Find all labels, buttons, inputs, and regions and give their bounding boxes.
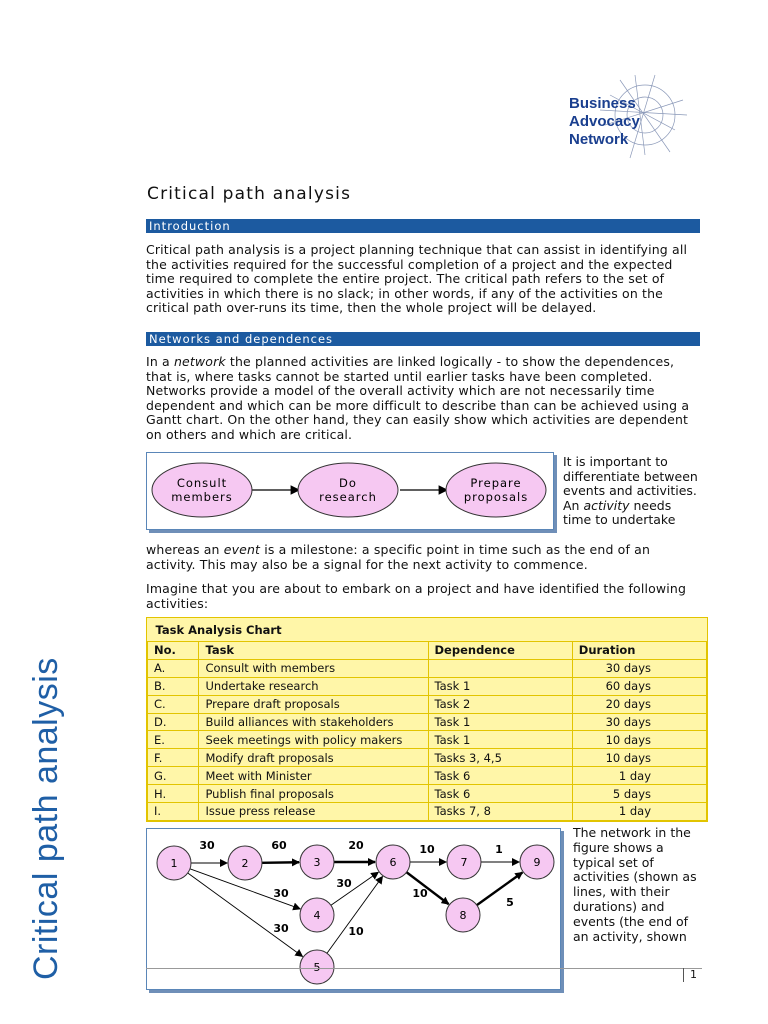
logo-line-2: Advocacy — [569, 113, 640, 130]
network-edge-label: 30 — [273, 887, 289, 900]
logo — [565, 70, 695, 160]
flow-side-text-1: It is important to differentiate between events and activities. An — [563, 454, 698, 513]
cell-dependence: Task 1 — [428, 731, 572, 749]
cell-dependence: Task 1 — [428, 677, 572, 695]
table-caption: Task Analysis Chart — [155, 623, 282, 637]
cell-dependence: Task 2 — [428, 695, 572, 713]
cell-duration: 1 day — [572, 767, 706, 785]
network-edge-8-9 — [477, 872, 523, 905]
side-title-text: Critical path analysis — [27, 657, 65, 980]
flow-diagram-svg — [147, 453, 553, 529]
table-row — [148, 749, 707, 767]
cell-task: Modify draft proposals — [199, 749, 428, 767]
cell-task: Undertake research — [199, 677, 428, 695]
event-paragraph — [146, 543, 702, 572]
table-row — [148, 785, 707, 803]
network-edge-label: 5 — [506, 896, 514, 909]
flow-node-1-line1: Consult — [176, 476, 228, 490]
header-no: No. — [148, 642, 199, 660]
cell-no: F. — [148, 749, 199, 767]
network-edge-1-5 — [188, 873, 303, 956]
page-number: 1 — [683, 968, 697, 982]
header-dependence: Dependence — [428, 642, 572, 660]
networks-text-pre: In a — [146, 354, 174, 369]
network-node-label: 9 — [533, 856, 541, 869]
table-row — [148, 695, 707, 713]
header-task: Task — [199, 642, 428, 660]
cell-duration: 30 days — [572, 659, 706, 677]
network-node-label: 5 — [313, 961, 321, 974]
cell-dependence: Task 6 — [428, 785, 572, 803]
network-diagram — [146, 828, 561, 990]
network-edge-label: 30 — [336, 877, 352, 890]
cell-no: I. — [148, 803, 199, 821]
cell-no: G. — [148, 767, 199, 785]
network-node-label: 6 — [389, 856, 397, 869]
network-edge-label: 20 — [348, 839, 364, 852]
table-row — [148, 677, 707, 695]
networks-text-post: the planned activities are linked logically - to show the dependences, that is, where tasks cannot be started until earlier tasks have been completed. Networks provide a model of the overall activity which are not necessarily time dependent and which can be more difficult to describe than can be achieved using a Gantt chart. On the other hand, they can easily show which activities are dependent on others and which are critical. — [146, 354, 690, 442]
imagine-paragraph: Imagine that you are about to embark on a project and have identified the following activities: — [146, 581, 687, 611]
network-node-label: 7 — [460, 856, 468, 869]
side-title — [22, 657, 82, 980]
network-node-label: 8 — [459, 909, 467, 922]
flow-side-text — [563, 455, 703, 528]
cell-no: B. — [148, 677, 199, 695]
network-edge-label: 1 — [495, 843, 503, 856]
cell-task: Meet with Minister — [199, 767, 428, 785]
network-side-text: The network in the figure shows a typical set of activities (shown as lines, with their durations) and events (the end of an activity, shown — [573, 825, 697, 944]
network-node-label: 4 — [313, 909, 321, 922]
table-row — [148, 713, 707, 731]
network-node-label: 2 — [241, 857, 249, 870]
network-edge-label: 30 — [199, 839, 215, 852]
event-text-pre: whereas an — [146, 542, 224, 557]
networks-paragraph — [146, 355, 702, 443]
flow-node-3-line1: Prepare — [470, 476, 522, 490]
cell-task: Issue press release — [199, 803, 428, 821]
network-edge-label: 10 — [348, 925, 364, 938]
cell-task: Seek meetings with policy makers — [199, 731, 428, 749]
event-text-post: is a milestone: a specific point in time such as the end of an activity. This may also be a signal for the next activity to commence. — [146, 542, 651, 572]
network-edge-2-3 — [262, 862, 299, 863]
page-title: Critical path analysis — [147, 184, 352, 204]
cell-dependence: Tasks 3, 4,5 — [428, 749, 572, 767]
cell-duration: 5 days — [572, 785, 706, 803]
table-header-row — [148, 642, 707, 660]
table-row — [148, 767, 707, 785]
cell-dependence: Task 1 — [428, 713, 572, 731]
cell-task: Prepare draft proposals — [199, 695, 428, 713]
network-edge-5-6 — [327, 877, 382, 954]
cell-no: D. — [148, 713, 199, 731]
cell-no: C. — [148, 695, 199, 713]
flow-side-text-2: needs time to undertake — [563, 497, 676, 528]
intro-paragraph: Critical path analysis is a project planning technique that can assist in identifying all the activities required for the successful completion of a project and the expected time required to complete the entire project. The critical path refers to the set of activities in which there is no slack; in other words, if any of the activities on the critical path over-runs its time, then the whole project will be delayed. — [146, 242, 688, 316]
logo-line-3: Network — [569, 131, 629, 148]
flow-node-1-line2: members — [171, 490, 233, 504]
table-row — [148, 803, 707, 821]
cell-no: A. — [148, 659, 199, 677]
table-row — [148, 731, 707, 749]
cell-duration: 10 days — [572, 731, 706, 749]
network-edge-label: 30 — [273, 922, 289, 935]
footer-rule — [146, 968, 702, 969]
flow-node-3-line2: proposals — [463, 490, 529, 504]
flow-side-em: activity — [583, 497, 630, 513]
network-node-label: 3 — [313, 856, 321, 869]
cell-task: Build alliances with stakeholders — [199, 713, 428, 731]
section-heading-introduction: Introduction — [146, 219, 700, 233]
cell-dependence — [428, 659, 572, 677]
cell-dependence: Task 6 — [428, 767, 572, 785]
flow-diagram — [146, 452, 554, 530]
cell-task: Publish final proposals — [199, 785, 428, 803]
section-heading-networks: Networks and dependences — [146, 332, 700, 346]
cell-dependence: Tasks 7, 8 — [428, 803, 572, 821]
network-edge-label: 10 — [412, 887, 428, 900]
cell-duration: 1 day — [572, 803, 706, 821]
cell-duration: 30 days — [572, 713, 706, 731]
cell-duration: 20 days — [572, 695, 706, 713]
networks-text-em: network — [173, 354, 226, 369]
table-row — [148, 659, 707, 677]
flow-node-2-line1: Do — [339, 476, 357, 490]
cell-task: Consult with members — [199, 659, 428, 677]
network-edge-label: 10 — [419, 843, 435, 856]
cell-no: H. — [148, 785, 199, 803]
task-analysis-table — [146, 617, 708, 822]
cell-duration: 60 days — [572, 677, 706, 695]
header-duration: Duration — [572, 642, 706, 660]
event-text-em: event — [223, 542, 261, 557]
flow-node-2-line2: research — [319, 490, 377, 504]
logo-line-1: Business — [569, 95, 636, 112]
network-edge-label: 60 — [271, 839, 287, 852]
network-diagram-svg — [147, 829, 560, 989]
network-node-label: 1 — [170, 857, 178, 870]
cell-duration: 10 days — [572, 749, 706, 767]
cell-no: E. — [148, 731, 199, 749]
